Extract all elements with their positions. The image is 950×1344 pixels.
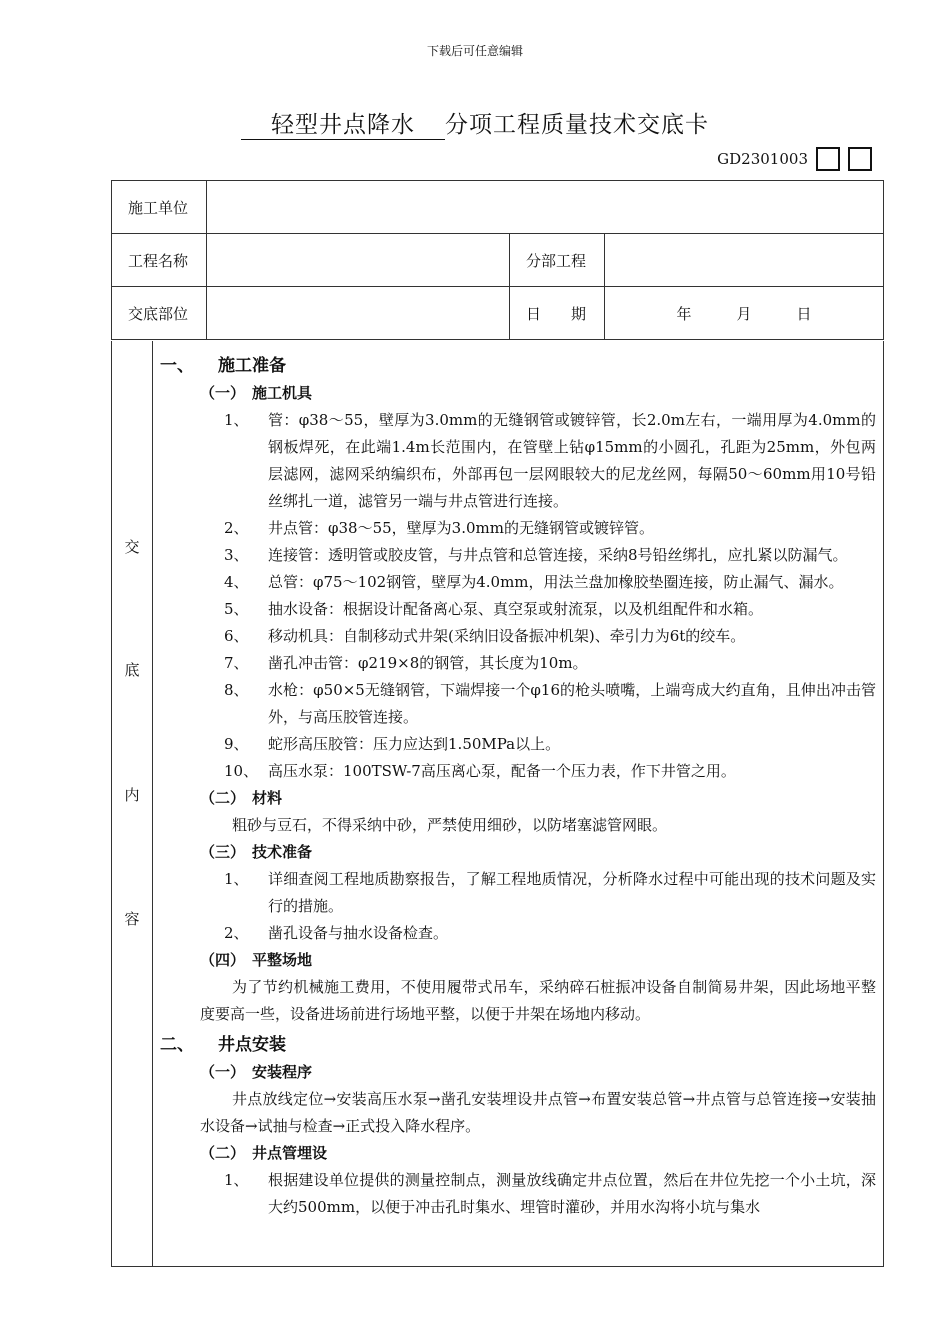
subsection-heading: （二） 井点管埋设 xyxy=(200,1144,328,1162)
subsection-heading: （二） 材料 xyxy=(200,789,283,807)
list-item: 9、 蛇形高压胶管：压力应达到1.50MPa以上。 xyxy=(224,735,561,753)
handover-part-label: 交底部位 xyxy=(112,287,207,340)
section-heading: 一、 施工准备 xyxy=(160,356,286,376)
list-item: 1、 管：φ38～55，壁厚为3.0mm的无缝钢管或镀锌管，长2.0m左右，一端用厚为4.0mm的钢板焊死，在此端1.4m长范围内，在管壁上钻φ15mm的小圆孔，孔距为25mm，外包两层滤网，滤网采纳编织布，外部再包一层网眼较大的尼龙丝网，每隔50～60mm用10号铅丝绑扎一道，滤管另一端与井点管进行连接。 xyxy=(224,411,876,510)
list-item: 6、 移动机具：自制移动式井架(采纳旧设备振冲机架)、牵引力为6t的绞车。 xyxy=(224,627,746,645)
list-item: 2、 井点管：φ38～55，壁厚为3.0mm的无缝钢管或镀锌管。 xyxy=(224,519,654,537)
page-title xyxy=(0,106,950,140)
handover-part-field[interactable] xyxy=(207,287,510,340)
paragraph: 为了节约机械施工费用，不使用履带式吊车，采纳碎石桩振冲设备自制简易井架，因此场地平整度要高一些，设备进场前进行场地平整，以便于井架在场地内移动。 xyxy=(200,978,876,1023)
sub-project-field[interactable] xyxy=(605,234,884,287)
title-subject: 轻型井点降水 xyxy=(241,106,445,140)
side-char-2: 底 xyxy=(124,661,140,679)
construction-unit-label: 施工单位 xyxy=(112,181,207,234)
header-note: 下载后可任意编辑 xyxy=(426,44,523,58)
subsection-heading: （一） 施工机具 xyxy=(200,384,313,402)
section-heading: 二、 井点安装 xyxy=(160,1035,286,1055)
list-item: 1、 根据建设单位提供的测量控制点，测量放线确定井点位置，然后在井位先挖一个小土坑，深大约500mm，以便于冲击孔时集水、埋管时灌砂，并用水沟将小坑与集水 xyxy=(224,1171,876,1216)
content-body xyxy=(160,353,876,1221)
list-item: 2、 凿孔设备与抽水设备检查。 xyxy=(224,924,449,942)
content-cell xyxy=(111,341,884,1267)
date-field[interactable]: 年 月 日 xyxy=(605,287,884,340)
title-rest: 分项工程质量技术交底卡 xyxy=(445,112,709,138)
side-label xyxy=(112,341,153,1266)
side-char-4: 容 xyxy=(124,910,140,928)
subsection-heading: （四） 平整场地 xyxy=(200,951,313,969)
subsection-heading: （一） 安装程序 xyxy=(200,1063,313,1081)
project-name-label: 工程名称 xyxy=(112,234,207,287)
list-item: 8、 水枪：φ50×5无缝钢管，下端焊接一个φ16的枪头喷嘴，上端弯成大约直角，且伸出冲击管外，与高压胶管连接。 xyxy=(224,681,876,726)
construction-unit-field[interactable] xyxy=(207,181,884,234)
checkbox-2[interactable] xyxy=(848,147,872,171)
paragraph: 粗砂与豆石，不得采纳中砂，严禁使用细砂，以防堵塞滤管网眼。 xyxy=(232,816,668,834)
checkbox-1[interactable] xyxy=(816,147,840,171)
paragraph: 井点放线定位→安装高压水泵→凿孔安装埋设井点管→布置安装总管→井点管与总管连接→安装抽水设备→试抽与检查→正式投入降水程序。 xyxy=(200,1090,876,1135)
list-item: 5、 抽水设备：根据设计配备离心泵、真空泵或射流泵，以及机组配件和水箱。 xyxy=(224,600,764,618)
doc-code: GD2301003 xyxy=(717,150,808,168)
project-name-field[interactable] xyxy=(207,234,510,287)
sub-project-label: 分部工程 xyxy=(510,234,605,287)
list-item: 7、 凿孔冲击管：φ219×8的钢管，其长度为10m。 xyxy=(224,654,588,672)
list-item: 1、 详细查阅工程地质勘察报告，了解工程地质情况，分析降水过程中可能出现的技术问题及实行的措施。 xyxy=(224,870,876,915)
side-char-3: 内 xyxy=(124,786,140,804)
list-item: 4、 总管：φ75～102钢管，壁厚为4.0mm，用法兰盘加橡胶垫圈连接，防止漏气、漏水。 xyxy=(224,573,844,591)
list-item: 3、 连接管：透明管或胶皮管，与井点管和总管连接，采纳8号铅丝绑扎，应扎紧以防漏气。 xyxy=(224,546,848,564)
side-char-1: 交 xyxy=(124,538,140,556)
date-label: 日 期 xyxy=(510,287,605,340)
doc-code-row xyxy=(717,147,872,171)
meta-table xyxy=(111,180,884,340)
subsection-heading: （三） 技术准备 xyxy=(200,843,313,861)
list-item: 10、 高压水泵：100TSW-7高压离心泵，配备一个压力表，作下井管之用。 xyxy=(224,762,736,780)
